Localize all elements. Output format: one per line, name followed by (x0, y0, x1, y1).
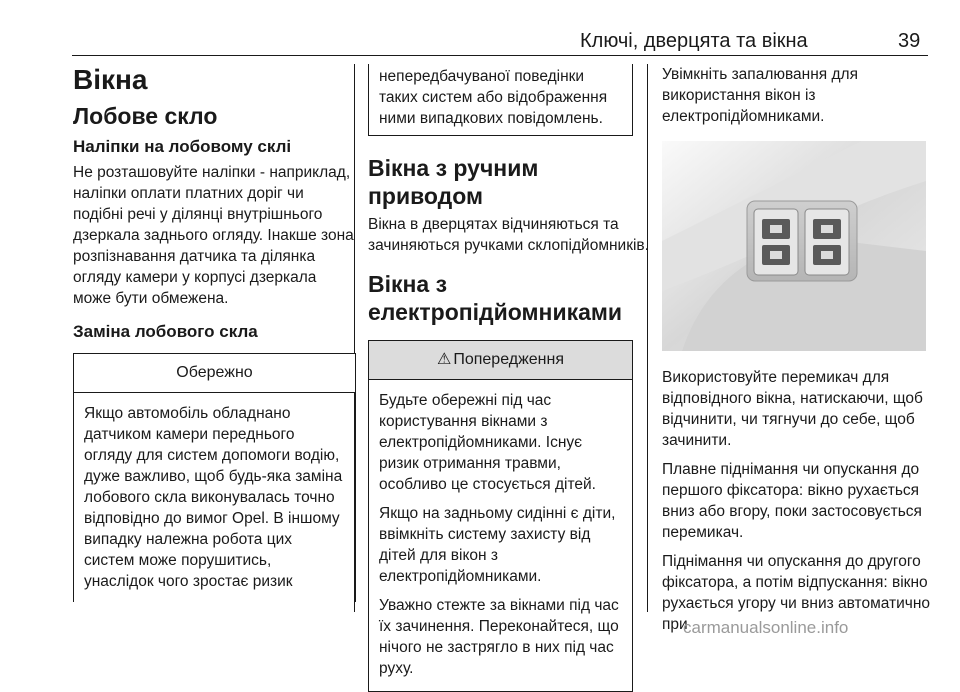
subsection-title: Лобове скло (73, 103, 218, 129)
warning-text: Якщо на задньому сидінні є діти, ввімкніть систему захисту від дітей для вікон з електропідйомниками. (379, 505, 616, 585)
paragraph: Увімкніть запалювання для використання вікон із електропідйомниками. (662, 66, 858, 125)
page-number: 39 (898, 30, 921, 52)
window-switch-photo (662, 141, 926, 351)
warning-icon: ⚠ (436, 351, 452, 368)
warning-text: Будьте обережні під час користування вікнами з електропідйомниками. Існує ризик отримання травми, особливо це стосується дітей. (379, 392, 596, 493)
caution-text: Якщо автомобіль обладнано датчиком камери переднього огляду для систем допомоги водію, дуже важливо, щоб будь-яка заміна лобового скла виконувалась точно відповідно до вимог Opel. В іншому випадку належна робота цих систем може порушитись, унаслідок чого зростає ризик (84, 405, 343, 590)
paragraph: Плавне піднімання чи опускання до першого фіксатора: вікно рухається вниз або вгору, поки застосовується перемикач. (662, 461, 922, 541)
heading-stickers: Наліпки на лобовому склі (73, 137, 292, 156)
column-2 (368, 64, 651, 692)
header-rule (72, 55, 928, 56)
warning-title: Попередження (453, 351, 565, 368)
caution-title: Обережно (74, 354, 355, 393)
caution-box-continued (368, 64, 633, 136)
paragraph: Піднімання чи опускання до другого фіксатора, а потім відпускання: вікно рухається угору чи вниз автоматично при (662, 553, 931, 633)
warning-box (368, 340, 633, 692)
warning-text: Уважно стежте за вікнами під час їх зачинення. Переконайтеся, що нічого не застрягло в них під час руху. (379, 597, 619, 677)
door-panel-illustration (662, 141, 926, 351)
column-3 (662, 64, 945, 643)
caution-box (73, 353, 356, 602)
caution-text-continued: непередбачуваної поведінки таких систем або відображення ними випадкових повідомлень. (379, 68, 608, 127)
subsection-title-manual: Вікна з ручним приводом (368, 155, 539, 209)
heading-replacement: Заміна лобового скла (73, 322, 258, 341)
warning-header (369, 341, 632, 380)
watermark-footer: carmanualsonline.info (683, 618, 849, 637)
column-1 (73, 64, 356, 602)
subsection-title-electric: Вікна з електропідйомниками (368, 271, 623, 325)
paragraph: Використовуйте перемикач для відповідного вікна, натискаючи, щоб відчинити, чи тягнучи до себе, щоб зачинити. (662, 369, 923, 449)
section-title: Вікна (73, 64, 148, 95)
paragraph: Вікна в дверцятах відчиняються та зачиняються ручками склопідйомників. (368, 216, 649, 254)
paragraph: Не розташовуйте наліпки - наприклад, наліпки оплати платних доріг чи подібні речі у ділянці внутрішнього дзеркала заднього огляду. Інакше зона розпізнавання датчика та ділянка огляду камери у корпусі дзеркала може бути обмежена. (73, 164, 354, 307)
running-header-title: Ключі, дверцята та вікна (580, 30, 808, 52)
